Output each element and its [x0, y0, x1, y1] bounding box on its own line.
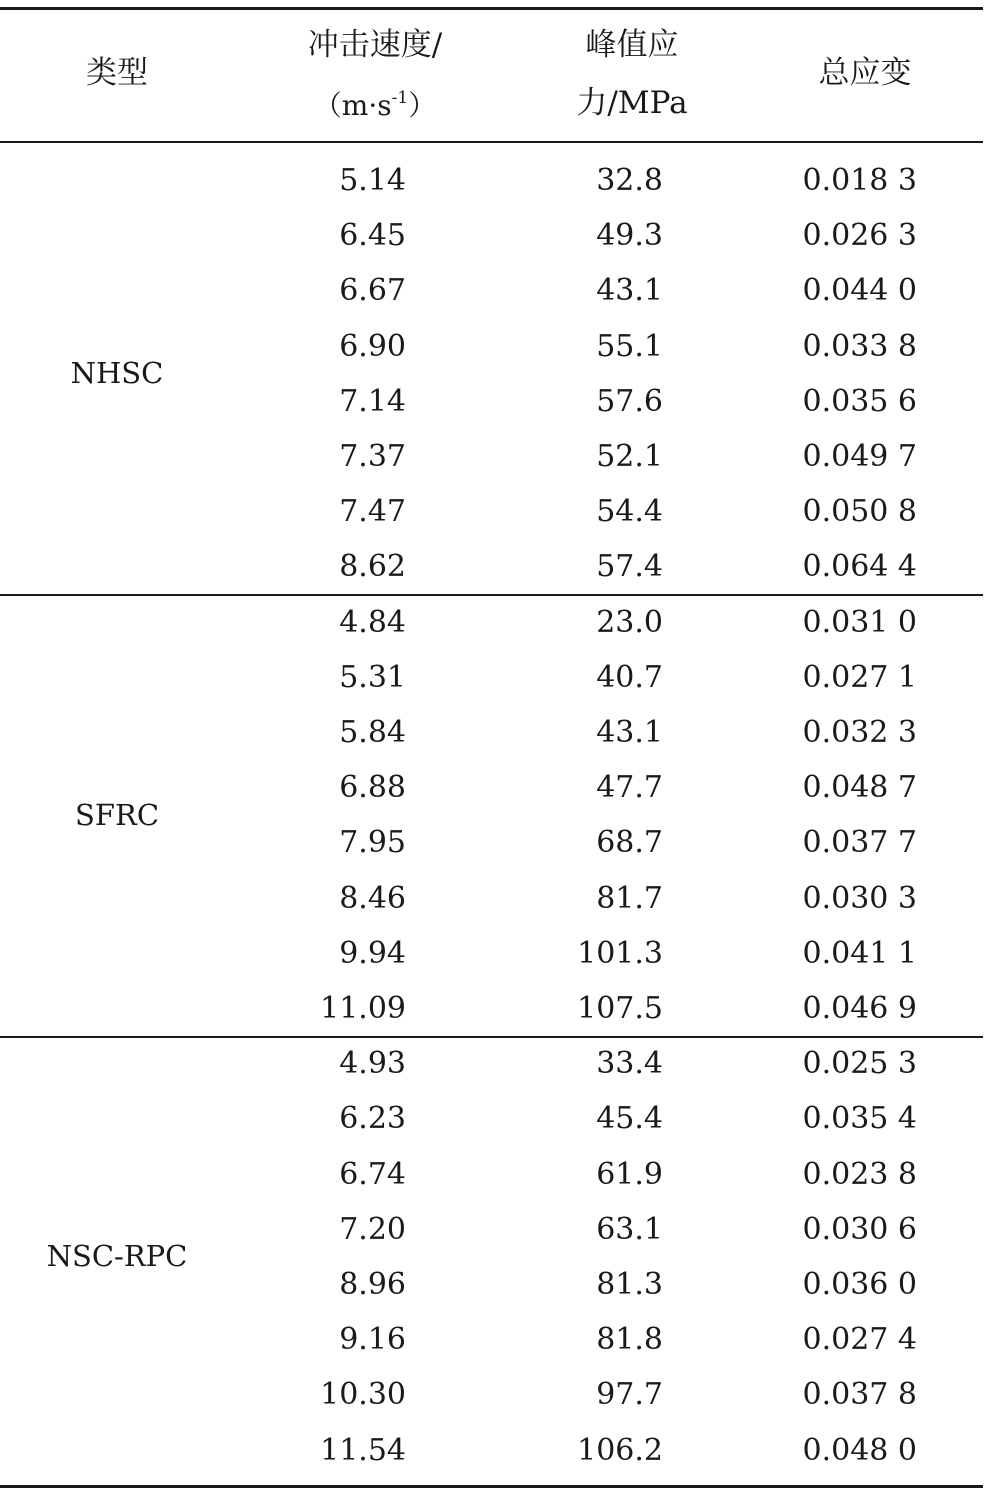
peak-stress-cell: 55.1: [596, 329, 663, 364]
peak-stress-cell: 81.3: [596, 1267, 663, 1302]
peak-stress-cell: 32.8: [596, 163, 663, 198]
peak-stress-cell: 49.3: [596, 218, 663, 253]
peak-stress-cell: 63.1: [596, 1212, 663, 1247]
impact-speed-cell: 11.09: [320, 991, 406, 1026]
peak-stress-cell: 33.4: [596, 1046, 663, 1081]
total-strain-cell: 0.026 3: [802, 218, 917, 253]
peak-stress-cell: 47.7: [596, 770, 663, 805]
impact-speed-cell: 7.20: [339, 1212, 406, 1247]
header-peak-stress-unit: 力/MPa: [576, 85, 688, 121]
impact-speed-cell: 5.31: [339, 660, 406, 695]
total-strain-cell: 0.048 7: [802, 770, 917, 805]
header-impact-speed-unit: $(m\cdot s^{-1})$: [313, 88, 437, 122]
total-strain-cell: 0.064 4: [802, 549, 917, 584]
total-strain-cell: 0.035 4: [802, 1101, 917, 1136]
impact-speed-cell: 6.67: [339, 273, 406, 308]
impact-speed-cell: 6.88: [339, 770, 406, 805]
total-strain-cell: 0.030 3: [802, 881, 917, 916]
peak-stress-cell: 23.0: [596, 605, 663, 640]
header-peak-stress: 峰值应: [585, 27, 679, 63]
peak-stress-cell: 97.7: [596, 1377, 663, 1412]
impact-speed-cell: 7.37: [339, 439, 406, 474]
impact-speed-cell: 4.93: [339, 1046, 406, 1081]
total-strain-cell: 0.033 8: [802, 329, 917, 364]
total-strain-cell: 0.049 7: [802, 439, 917, 474]
peak-stress-cell: 40.7: [596, 660, 663, 695]
impact-speed-cell: 9.16: [339, 1322, 406, 1357]
peak-stress-cell: 68.7: [596, 825, 663, 860]
peak-stress-cell: 52.1: [596, 439, 663, 474]
total-strain-cell: 0.018 3: [802, 163, 917, 198]
total-strain-cell: 0.031 0: [802, 605, 917, 640]
header-impact-speed: 冲击速度/: [307, 27, 443, 63]
impact-speed-cell: 5.84: [339, 715, 406, 750]
total-strain-cell: 0.041 1: [802, 936, 917, 971]
group-divider: [0, 1036, 983, 1038]
peak-stress-cell: 81.7: [596, 881, 663, 916]
impact-speed-cell: 5.14: [339, 163, 406, 198]
total-strain-cell: 0.027 1: [802, 660, 917, 695]
header-rule: [0, 141, 983, 143]
total-strain-cell: 0.030 6: [802, 1212, 917, 1247]
peak-stress-cell: 81.8: [596, 1322, 663, 1357]
peak-stress-cell: 57.4: [596, 549, 663, 584]
impact-speed-cell: 10.30: [320, 1377, 406, 1412]
total-strain-cell: 0.044 0: [802, 273, 917, 308]
total-strain-cell: 0.032 3: [802, 715, 917, 750]
total-strain-cell: 0.046 9: [802, 991, 917, 1026]
impact-speed-cell: 6.23: [339, 1101, 406, 1136]
impact-speed-cell: 6.45: [339, 218, 406, 253]
impact-speed-cell: 7.47: [339, 494, 406, 529]
peak-stress-cell: 54.4: [596, 494, 663, 529]
impact-speed-cell: 6.74: [339, 1157, 406, 1192]
peak-stress-cell: 57.6: [596, 384, 663, 419]
group-label: NSC-RPC: [46, 1239, 188, 1273]
peak-stress-cell: 45.4: [596, 1101, 663, 1136]
header-type: 类型: [86, 55, 148, 91]
impact-speed-cell: 8.62: [339, 549, 406, 584]
impact-speed-cell: 6.90: [339, 329, 406, 364]
group-label: NHSC: [70, 356, 164, 390]
total-strain-cell: 0.037 7: [802, 825, 917, 860]
top-rule: [0, 7, 983, 10]
total-strain-cell: 0.035 6: [802, 384, 917, 419]
group-label: SFRC: [74, 798, 160, 832]
total-strain-cell: 0.027 4: [802, 1322, 917, 1357]
peak-stress-cell: 43.1: [596, 273, 663, 308]
impact-speed-cell: 9.94: [339, 936, 406, 971]
group-divider: [0, 594, 983, 596]
header-total-strain: 总应变: [818, 55, 912, 91]
total-strain-cell: 0.023 8: [802, 1157, 917, 1192]
total-strain-cell: 0.048 0: [802, 1433, 917, 1468]
impact-speed-cell: 11.54: [320, 1433, 406, 1468]
impact-speed-cell: 8.46: [339, 881, 406, 916]
peak-stress-cell: 43.1: [596, 715, 663, 750]
total-strain-cell: 0.025 3: [802, 1046, 917, 1081]
impact-speed-cell: 8.96: [339, 1267, 406, 1302]
impact-speed-cell: 7.14: [339, 384, 406, 419]
bottom-rule: [0, 1485, 983, 1488]
total-strain-cell: 0.037 8: [802, 1377, 917, 1412]
peak-stress-cell: 106.2: [577, 1433, 663, 1468]
peak-stress-cell: 101.3: [577, 936, 663, 971]
peak-stress-cell: 107.5: [577, 991, 663, 1026]
peak-stress-cell: 61.9: [596, 1157, 663, 1192]
impact-speed-cell: 7.95: [339, 825, 406, 860]
total-strain-cell: 0.050 8: [802, 494, 917, 529]
impact-speed-cell: 4.84: [339, 605, 406, 640]
total-strain-cell: 0.036 0: [802, 1267, 917, 1302]
